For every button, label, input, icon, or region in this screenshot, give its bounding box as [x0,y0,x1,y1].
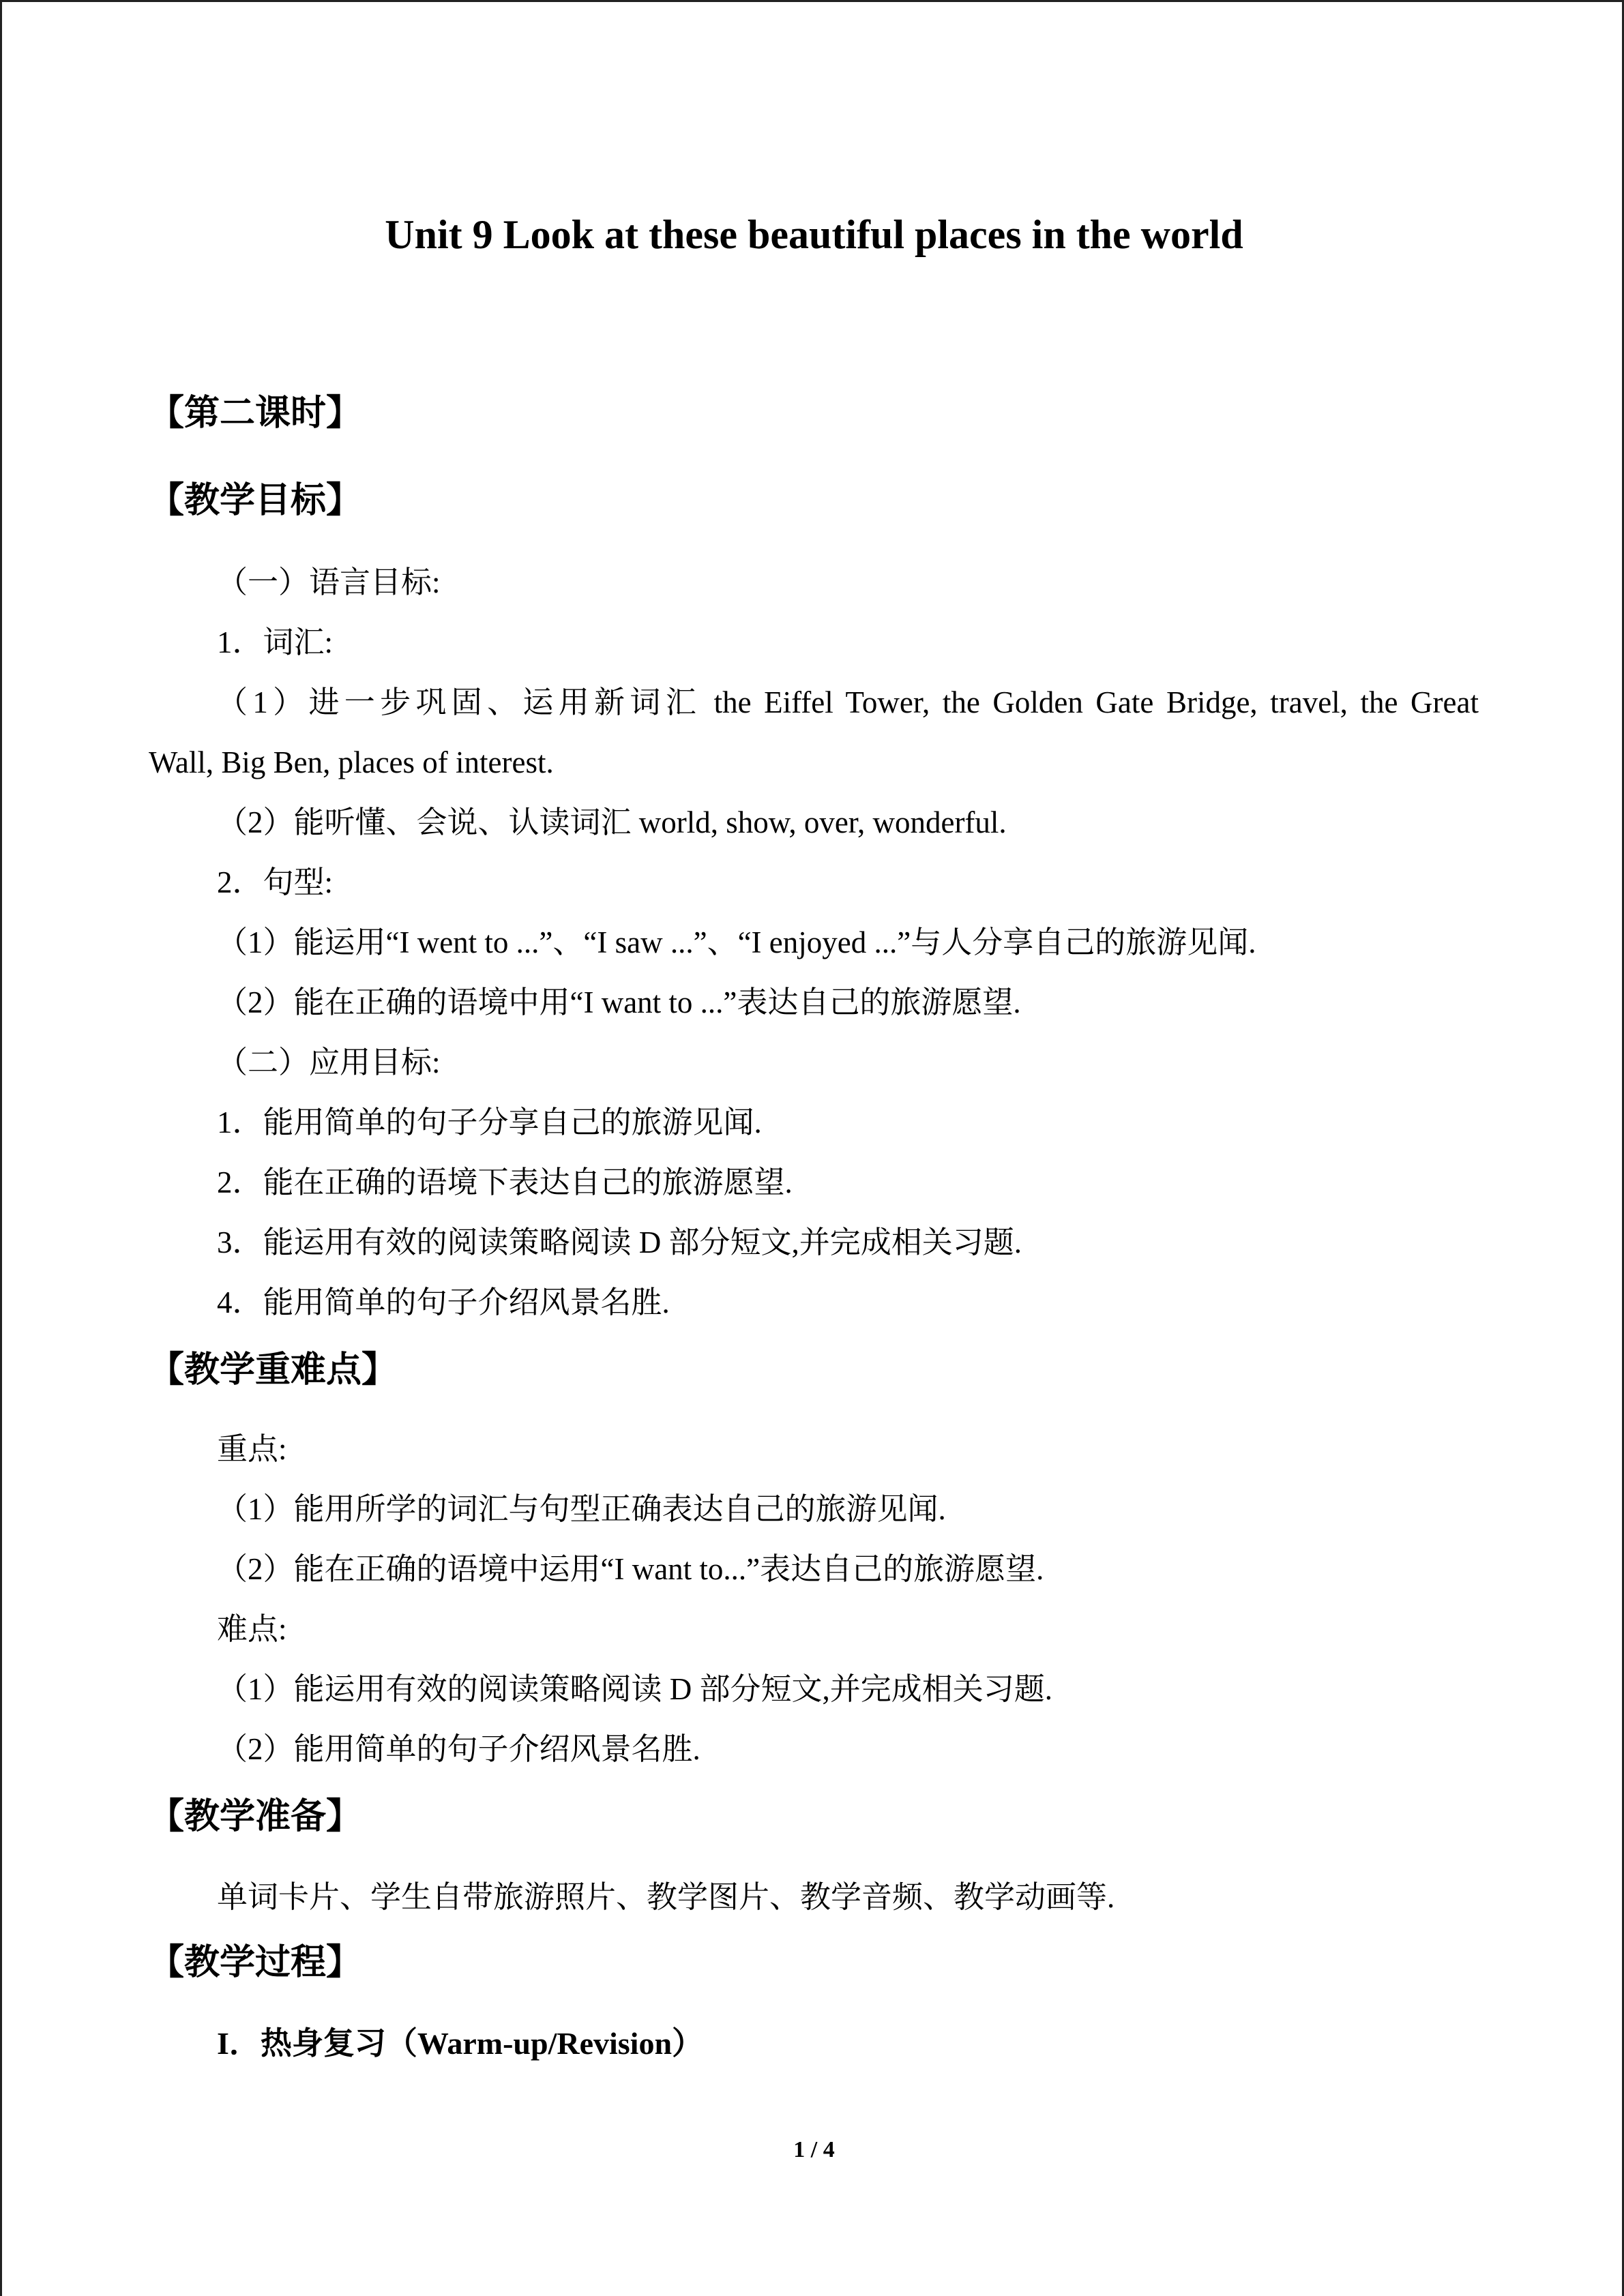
application-goal-label: （二）应用目标: [217,1045,441,1079]
key-item-2: （2）能在正确的语境中运用“I want to...”表达自己的旅游愿望. [217,1552,1044,1586]
heading-lesson: 【第二课时】 [149,393,362,434]
application-item-4: 4．能用简单的句子介绍风景名胜. [217,1285,670,1320]
pattern-label: 2．句型: [217,865,334,899]
difficult-item-2: （2）能用简单的句子介绍风景名胜. [217,1732,700,1766]
heading-preparation: 【教学准备】 [149,1796,362,1837]
heading-process: 【教学过程】 [149,1942,362,1983]
heading-key-points: 【教学重难点】 [149,1350,398,1390]
application-item-2: 2．能在正确的语境下表达自己的旅游愿望. [217,1165,793,1199]
pattern-item-2: （2）能在正确的语境中用“I want to ...”表达自己的旅游愿望. [217,985,1021,1019]
application-item-3: 3．能运用有效的阅读策略阅读 D 部分短文,并完成相关习题. [217,1225,1022,1259]
vocab-item-2: （2）能听懂、会说、认读词汇 world, show, over, wonderful. [217,805,1007,839]
difficult-label: 难点: [217,1612,287,1646]
process-step-1: I．热身复习（Warm-up/Revision） [217,2026,704,2061]
preparation-text: 单词卡片、学生自带旅游照片、教学图片、教学音频、教学动画等. [217,1880,1115,1914]
pattern-item-1: （1）能运用“I went to ...”、“I saw ...”、“I enjoyed ...”与人分享自己的旅游见闻. [217,925,1256,959]
vocab-item-1-line2: Wall, Big Ben, places of interest. [149,745,554,779]
document-title: Unit 9 Look at these beautiful places in the world [385,212,1243,257]
key-label: 重点: [217,1432,287,1466]
vocab-label: 1．词汇: [217,625,334,659]
difficult-item-1: （1）能运用有效的阅读策略阅读 D 部分短文,并完成相关习题. [217,1672,1052,1706]
vocab-item-1-line1: （1）进一步巩固、运用新词汇 the Eiffel Tower, the Golden Gate Bridge, travel, the Great [217,685,1479,719]
language-goal-label: （一）语言目标: [217,565,441,599]
heading-objectives: 【教学目标】 [149,480,362,521]
application-item-1: 1．能用简单的句子分享自己的旅游见闻. [217,1105,762,1139]
page-number: 1 / 4 [793,2137,835,2162]
key-item-1: （1）能用所学的词汇与句型正确表达自己的旅游见闻. [217,1492,946,1526]
